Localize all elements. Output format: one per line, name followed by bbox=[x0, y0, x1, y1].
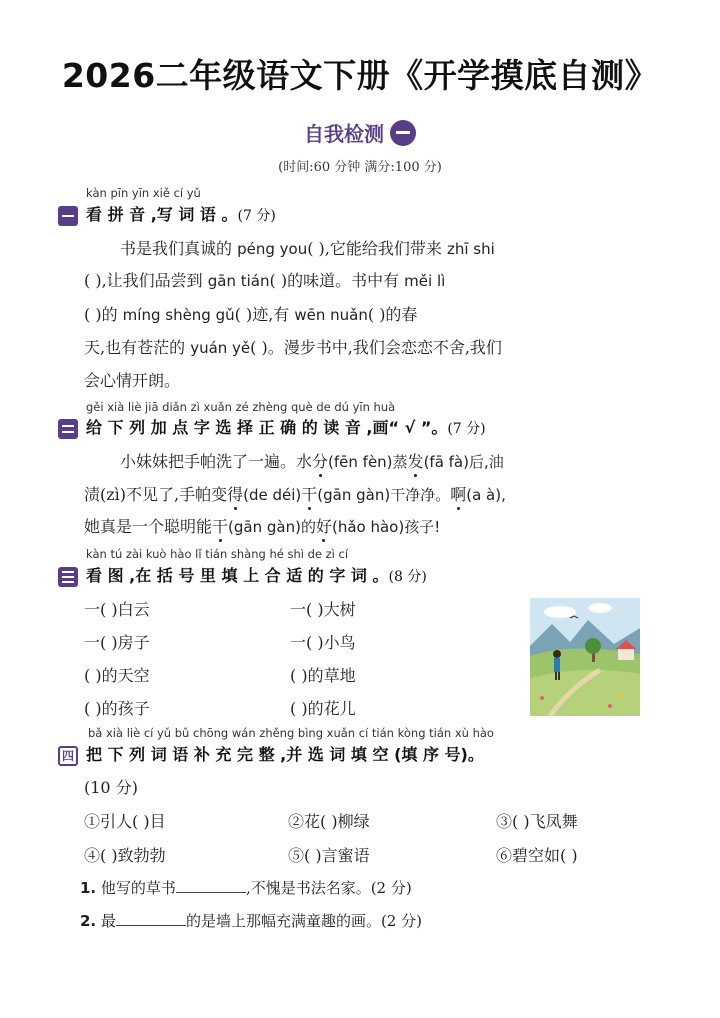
text: ( ),它能给我们带来 bbox=[307, 239, 447, 258]
question-text: 的是墙上那幅充满童趣的画。(2 分) bbox=[185, 912, 422, 930]
text: 小妹妹把手帕洗了一遍。水 bbox=[120, 452, 313, 471]
pinyin-prompt: měi lì bbox=[404, 272, 446, 290]
section2-pinyin: gěi xià liè jiā diǎn zì xuǎn zé zhèng què de dú yīn huà bbox=[86, 400, 396, 414]
fill-item[interactable]: ( )的孩子 bbox=[84, 699, 150, 718]
text: ( )迹,有 bbox=[234, 305, 295, 324]
section4-pinyin: bǎ xià liè cí yǔ bǔ chōng wán zhěng bìng xuǎn cí tián kòng tián xù hào bbox=[88, 726, 494, 740]
section1-heading bbox=[58, 202, 276, 226]
reading-choice[interactable]: (fā fà)后,油 bbox=[423, 453, 504, 471]
idiom-option[interactable]: ④( )致勃勃 bbox=[84, 846, 166, 865]
s1-line-2 bbox=[84, 268, 445, 291]
text: 天,也有苍茫的 bbox=[84, 338, 191, 357]
text: ( )的 bbox=[84, 305, 123, 324]
reading-choice[interactable]: (hǎo hào)孩子! bbox=[331, 518, 441, 536]
pinyin-prompt: wēn nuǎn bbox=[294, 306, 368, 324]
dotted-char: 发 bbox=[407, 452, 424, 471]
dotted-char: 好 bbox=[315, 517, 332, 536]
dotted-char: 分 bbox=[312, 452, 329, 471]
section3-title: 看 图 ,在 括 号 里 填 上 合 适 的 字 词 。 bbox=[86, 566, 389, 585]
section-badge-two-icon bbox=[58, 419, 78, 439]
fill-item[interactable]: ( )的天空 bbox=[84, 666, 150, 685]
question-text: 他写的草书 bbox=[100, 879, 176, 897]
test-header bbox=[0, 118, 720, 147]
section1-pinyin: kàn pīn yīn xiě cí yǔ bbox=[86, 186, 201, 200]
section2-title: 给 下 列 加 点 字 选 择 正 确 的 读 音 ,画“ √ ”。 bbox=[86, 418, 448, 437]
exam-meta: (时间:60 分钟 满分:100 分) bbox=[278, 160, 442, 175]
question-text: 最 bbox=[100, 912, 116, 930]
section1-title: 看 拼 音 ,写 词 语 。 bbox=[86, 205, 238, 224]
s2-line-3 bbox=[84, 514, 440, 537]
section4-title: 把 下 列 词 语 补 充 完 整 ,并 选 词 填 空 (填 序 号)。 bbox=[86, 745, 484, 764]
section3-pinyin: kàn tú zài kuò hào lǐ tián shàng hé shì de zì cí bbox=[86, 547, 349, 561]
reading-choice[interactable]: (gān gàn)的 bbox=[228, 518, 316, 536]
section3-heading bbox=[58, 563, 427, 587]
number-one-circle-icon bbox=[390, 120, 416, 146]
text: 渍(zì)不见了,手帕变 bbox=[84, 485, 228, 504]
pinyin-prompt: míng shèng gǔ bbox=[122, 306, 235, 324]
reading-choice[interactable]: (de déi) bbox=[243, 486, 302, 504]
idiom-option[interactable]: ②花( )柳绿 bbox=[288, 812, 370, 831]
pinyin-prompt: péng you bbox=[237, 240, 308, 258]
text: ( )。漫步书中,我们会恋恋不舍,我们 bbox=[250, 338, 502, 357]
section1-points: (7 分) bbox=[237, 208, 276, 224]
s1-line-5: 会心情开朗。 bbox=[84, 371, 181, 390]
s1-line-1 bbox=[120, 236, 495, 259]
section2-points: (7 分) bbox=[447, 421, 486, 437]
s2-line-1 bbox=[120, 449, 504, 472]
question-number: 2. bbox=[80, 912, 97, 930]
idiom-option[interactable]: ⑤( )言蜜语 bbox=[288, 846, 370, 865]
section4-points: (10 分) bbox=[84, 778, 138, 797]
text: ( )的春 bbox=[367, 305, 418, 324]
landscape-illustration bbox=[530, 598, 640, 716]
section3-points: (8 分) bbox=[388, 569, 427, 585]
question-1 bbox=[80, 877, 412, 898]
page-title: 2026二年级语文下册《开学摸底自测》 bbox=[61, 56, 659, 95]
reading-choice[interactable]: (gān gàn)干净净。 bbox=[317, 486, 451, 504]
section4-heading bbox=[58, 742, 484, 766]
question-number: 1. bbox=[80, 879, 97, 897]
reading-choice[interactable]: (a à), bbox=[466, 486, 506, 504]
fill-item[interactable]: ( )的草地 bbox=[290, 666, 356, 685]
fill-item[interactable]: 一( )房子 bbox=[84, 633, 150, 652]
reading-choice[interactable]: (fēn fèn)蒸 bbox=[328, 453, 408, 471]
fill-item[interactable]: ( )的花儿 bbox=[290, 699, 356, 718]
section-badge-four-icon: 四 bbox=[58, 746, 78, 766]
section-badge-one-icon bbox=[58, 206, 78, 226]
s1-line-4 bbox=[84, 335, 502, 358]
text: 她真是一个聪明能 bbox=[84, 517, 213, 536]
fill-item[interactable]: 一( )白云 bbox=[84, 600, 150, 619]
dotted-char: 干 bbox=[212, 517, 229, 536]
text: ( )的味道。书中有 bbox=[269, 271, 405, 290]
fill-item[interactable]: 一( )大树 bbox=[290, 600, 356, 619]
idiom-option[interactable]: ⑥碧空如( ) bbox=[496, 846, 578, 865]
idiom-option[interactable]: ③( )飞凤舞 bbox=[496, 812, 578, 831]
s1-line-3 bbox=[84, 302, 417, 325]
pinyin-prompt: yuán yě bbox=[190, 339, 251, 357]
pinyin-prompt: gān tián bbox=[207, 272, 270, 290]
idiom-option[interactable]: ①引人( )目 bbox=[84, 812, 166, 831]
answer-blank[interactable] bbox=[116, 924, 186, 926]
section2-heading bbox=[58, 415, 486, 439]
s2-line-2 bbox=[84, 482, 506, 505]
dotted-char: 得 bbox=[227, 485, 244, 504]
dotted-char: 啊 bbox=[450, 485, 467, 504]
section-badge-three-icon bbox=[58, 567, 78, 587]
dotted-char: 干 bbox=[301, 485, 318, 504]
pinyin-prompt: zhī shi bbox=[446, 240, 495, 258]
text: 书是我们真诚的 bbox=[120, 239, 238, 258]
answer-blank[interactable] bbox=[176, 891, 246, 893]
fill-item[interactable]: 一( )小鸟 bbox=[290, 633, 356, 652]
question-text: ,不愧是书法名家。(2 分) bbox=[245, 879, 412, 897]
text: ( ),让我们品尝到 bbox=[84, 271, 208, 290]
question-2 bbox=[80, 910, 422, 931]
test-title: 自我检测 bbox=[304, 122, 384, 146]
